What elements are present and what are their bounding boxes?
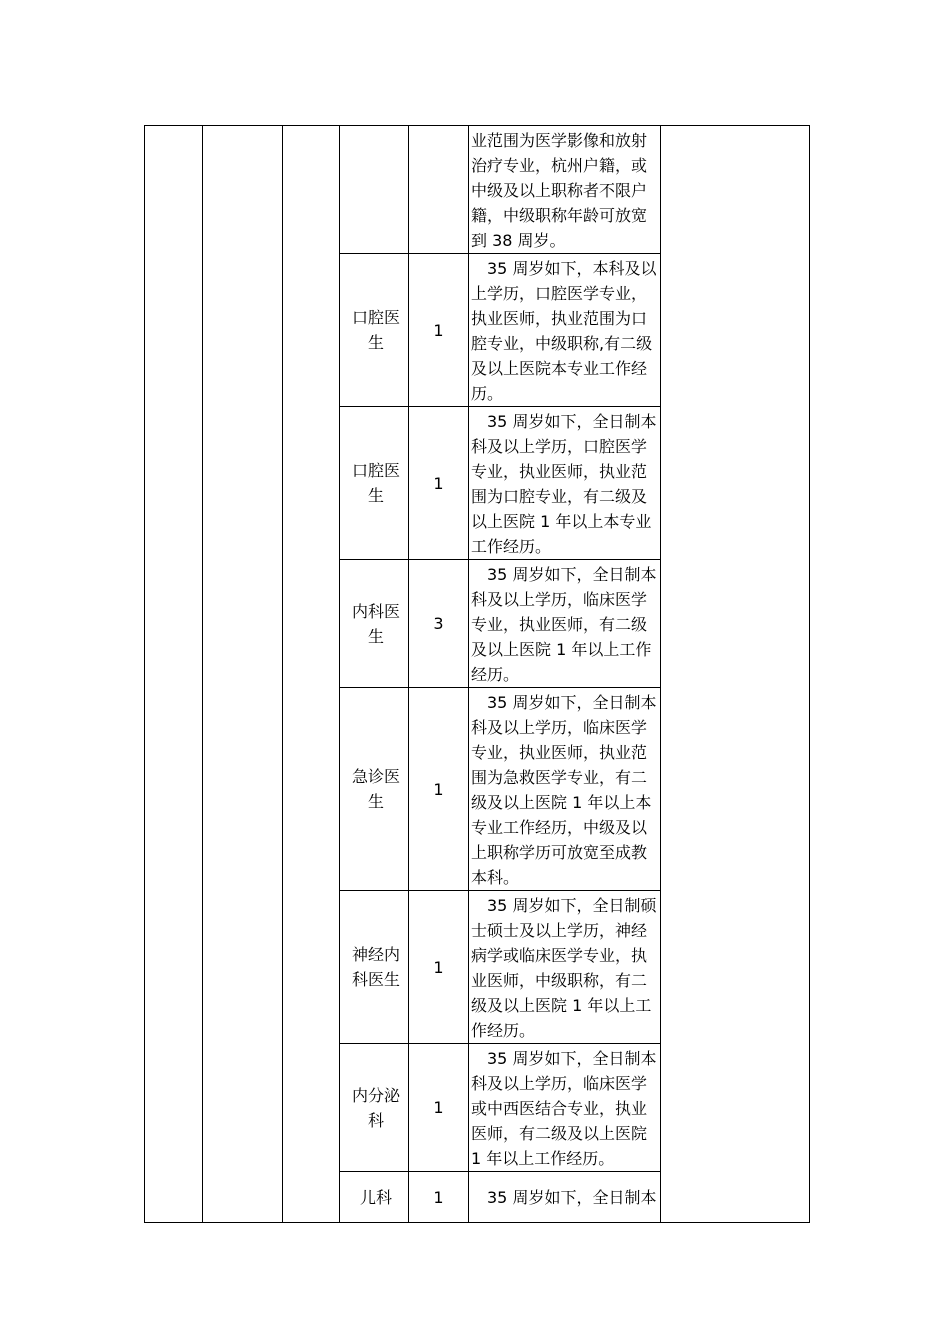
count-cell: 1: [409, 407, 469, 560]
requirement-cell: [469, 1044, 661, 1172]
count-cell: 1: [409, 254, 469, 407]
requirement-text: 35 周岁如下，全日制本: [487, 1187, 657, 1207]
count-cell: [409, 126, 469, 254]
blank-col-3: [283, 126, 340, 1223]
position-cell: 口腔医生: [340, 254, 409, 407]
blank-col-2: [203, 126, 283, 1223]
count-cell: 1: [409, 688, 469, 891]
recruitment-table: [144, 125, 810, 1223]
count-cell: 1: [409, 1172, 469, 1223]
requirement-text: 35 周岁如下，全日制硕士硕士及以上学历，神经病学或临床医学专业，执业医师，中级职称，有二级及以上医院 1 年以上工作经历。: [471, 896, 657, 1040]
table-row: [145, 126, 810, 254]
remarks-col: [661, 126, 810, 1223]
position-cell: [340, 126, 409, 254]
requirement-text: 业范围为医学影像和放射治疗专业，杭州户籍，或中级及以上职称者不限户籍，中级职称年龄可放宽到 38 周岁。: [471, 131, 648, 250]
position-cell: 急诊医生: [340, 688, 409, 891]
requirement-cell: [469, 126, 661, 254]
requirement-cell: [469, 254, 661, 407]
count-cell: 1: [409, 891, 469, 1044]
requirement-cell: [469, 407, 661, 560]
position-cell: 内科医生: [340, 560, 409, 688]
position-cell: 神经内科医生: [340, 891, 409, 1044]
count-cell: 1: [409, 1044, 469, 1172]
requirement-cell: [469, 560, 661, 688]
count-cell: 3: [409, 560, 469, 688]
requirement-text: 35 周岁如下，全日制本科及以上学历，临床医学专业，执业医师，有二级及以上医院 1 年以上工作经历。: [471, 565, 657, 684]
position-cell: 内分泌科: [340, 1044, 409, 1172]
requirement-cell: [469, 1172, 661, 1223]
requirement-text: 35 周岁如下，全日制本科及以上学历，临床医学专业，执业医师，执业范围为急救医学专业，有二级及以上医院 1 年以上本专业工作经历，中级及以上职称学历可放宽至成教本科。: [471, 693, 657, 887]
position-cell: 儿科: [340, 1172, 409, 1223]
requirement-cell: [469, 891, 661, 1044]
blank-col-1: [145, 126, 203, 1223]
position-cell: 口腔医生: [340, 407, 409, 560]
requirement-text: 35 周岁如下，全日制本科及以上学历，临床医学或中西医结合专业，执业医师，有二级及以上医院 1 年以上工作经历。: [471, 1049, 657, 1168]
requirement-text: 35 周岁如下，本科及以上学历，口腔医学专业，执业医师，执业范围为口腔专业，中级职称,有二级及以上医院本专业工作经历。: [471, 259, 657, 403]
requirement-cell: [469, 688, 661, 891]
requirement-text: 35 周岁如下，全日制本科及以上学历，口腔医学专业，执业医师，执业范围为口腔专业，有二级及以上医院 1 年以上本专业工作经历。: [471, 412, 657, 556]
